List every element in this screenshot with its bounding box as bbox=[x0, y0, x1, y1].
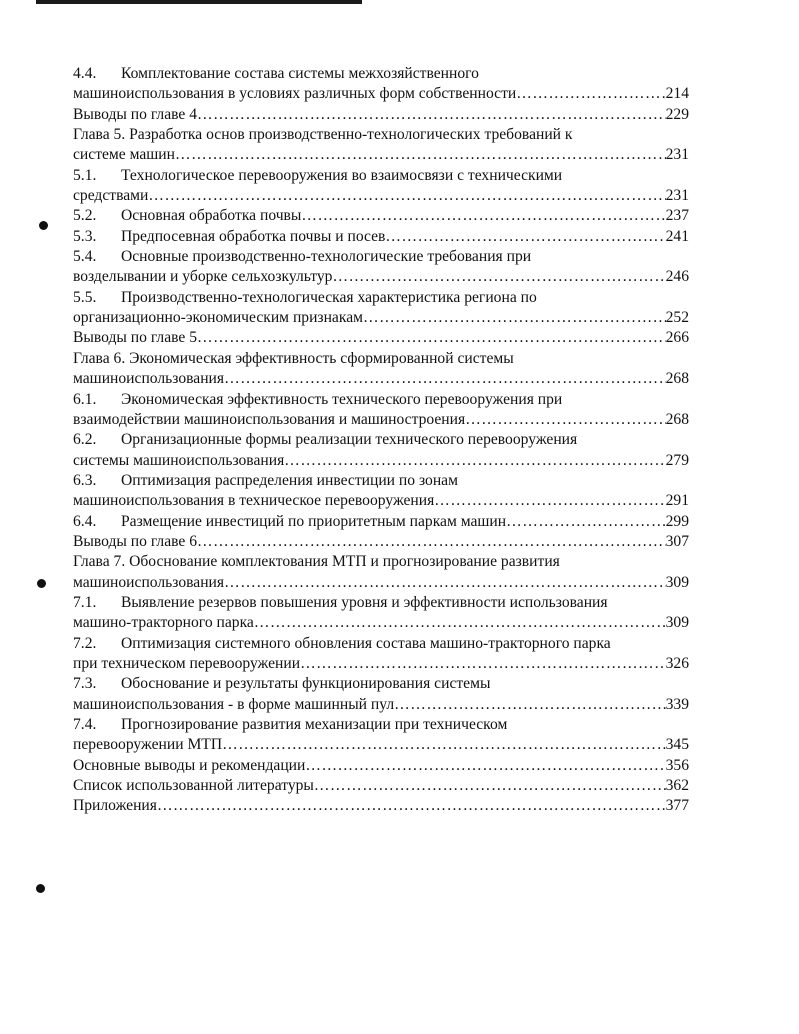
dot-leader bbox=[314, 776, 666, 796]
toc-entry-number: 6.1. bbox=[73, 390, 97, 408]
toc-entry-title: Комплектование состава системы межхозяйственного bbox=[121, 65, 479, 82]
toc-page-number: 231 bbox=[665, 146, 689, 164]
toc-entry-title: Производственно-технологическая характеристика региона по bbox=[121, 288, 537, 306]
toc-entry-number: 5.5. bbox=[73, 288, 97, 306]
scan-dot bbox=[36, 884, 45, 893]
toc-entry-title: Глава 7. Обоснование комплектования МТП и прогнозирование развития bbox=[73, 553, 560, 571]
dot-leader bbox=[148, 186, 665, 206]
dot-leader bbox=[363, 308, 666, 328]
toc-page-number: 246 bbox=[665, 268, 689, 286]
toc-entry-number: 6.3. bbox=[73, 471, 97, 489]
toc-page-number: 268 bbox=[665, 370, 689, 388]
dot-leader bbox=[516, 84, 665, 104]
toc-entry-title: машиноиспользования в условиях различных форм собственности bbox=[73, 85, 517, 103]
toc-entry-title: перевооружении МТП bbox=[73, 736, 223, 754]
dot-leader bbox=[197, 532, 666, 552]
toc-entry-title: Прогнозирование развития механизации при техническом bbox=[121, 716, 508, 733]
toc-entry-title: Технологическое перевооружения во взаимосвязи с техническими bbox=[121, 166, 563, 184]
toc-entry-title: Выводы по главе 5 bbox=[73, 329, 198, 347]
toc-entry-number: 4.4. bbox=[73, 65, 97, 82]
toc-entry-title: Оптимизация системного обновления состава машино-тракторного парка bbox=[121, 634, 611, 652]
toc-entry-number: 5.1. bbox=[73, 166, 97, 184]
dot-leader bbox=[305, 756, 665, 776]
toc-entry[interactable] bbox=[73, 64, 689, 105]
toc-entry-title: машиноиспользования bbox=[73, 573, 225, 591]
toc-page-number: 279 bbox=[665, 451, 689, 469]
toc-entry[interactable] bbox=[73, 227, 689, 247]
dot-leader bbox=[254, 613, 666, 633]
toc-entry-title: Список использованной литературы bbox=[73, 777, 314, 795]
toc-entry-title: Выводы по главе 4 bbox=[73, 105, 198, 123]
toc-entry[interactable] bbox=[73, 512, 689, 532]
dot-leader bbox=[385, 227, 665, 247]
toc-entry-title: Основные производственно-технологические требования при bbox=[121, 248, 532, 266]
dot-leader bbox=[197, 105, 666, 125]
toc-page-number: 362 bbox=[665, 777, 689, 795]
toc-entry[interactable] bbox=[73, 247, 689, 288]
toc-page-number: 326 bbox=[665, 654, 689, 672]
dot-leader bbox=[224, 573, 666, 593]
dot-leader bbox=[284, 451, 665, 471]
toc-entry-title: Обоснование и результаты функционирования системы bbox=[121, 675, 491, 693]
toc-entry[interactable] bbox=[73, 105, 689, 125]
table-of-contents bbox=[73, 64, 689, 817]
toc-entry[interactable] bbox=[73, 634, 689, 675]
toc-page-number: 356 bbox=[665, 756, 689, 774]
toc-entry-title: Выявление резервов повышения уровня и эффективности использования bbox=[121, 593, 608, 611]
dot-leader bbox=[506, 512, 665, 532]
toc-page-number: 309 bbox=[665, 614, 689, 632]
dot-leader bbox=[434, 491, 665, 511]
toc-entry[interactable] bbox=[73, 206, 689, 226]
dot-leader bbox=[222, 735, 666, 755]
toc-entry[interactable] bbox=[73, 593, 689, 634]
toc-entry[interactable] bbox=[73, 288, 689, 329]
toc-entry[interactable] bbox=[73, 390, 689, 431]
toc-entry-title: Глава 5. Разработка основ производственно-технологических требований к bbox=[73, 126, 573, 144]
toc-entry-number: 6.4. bbox=[73, 512, 97, 530]
toc-page-number: 299 bbox=[665, 512, 689, 530]
toc-entry-title: средствами bbox=[73, 187, 149, 205]
toc-page-number: 229 bbox=[665, 105, 689, 123]
toc-entry-title: машиноиспользования - в форме машинный пул bbox=[73, 695, 395, 713]
toc-entry[interactable] bbox=[73, 756, 689, 776]
toc-page-number: 241 bbox=[665, 227, 689, 245]
toc-entry-number: 5.2. bbox=[73, 207, 97, 225]
toc-entry-title: организационно-экономическим признакам bbox=[73, 309, 363, 327]
scan-dot bbox=[39, 221, 48, 230]
toc-entry[interactable] bbox=[73, 125, 689, 166]
scan-dot bbox=[37, 579, 46, 588]
toc-entry-title: Предпосевная обработка почвы и посев bbox=[121, 227, 386, 245]
toc-entry-number: 7.2. bbox=[73, 634, 97, 652]
toc-entry-number: 6.2. bbox=[73, 431, 97, 449]
toc-entry-title: машино-тракторного парка bbox=[73, 614, 254, 632]
toc-entry[interactable] bbox=[73, 796, 689, 816]
toc-entry-title: машиноиспользования bbox=[73, 370, 225, 388]
toc-page-number: 377 bbox=[665, 797, 689, 815]
toc-entry-number: 5.4. bbox=[73, 248, 97, 266]
toc-page-number: 339 bbox=[665, 695, 689, 713]
toc-entry-title: машиноиспользования в техническое перевооружения bbox=[73, 492, 435, 510]
toc-page-number: 345 bbox=[665, 736, 689, 754]
toc-entry-title: Основная обработка почвы bbox=[121, 207, 302, 225]
toc-entry[interactable] bbox=[73, 532, 689, 552]
toc-entry[interactable] bbox=[73, 328, 689, 348]
toc-entry-number: 5.3. bbox=[73, 227, 97, 245]
dot-leader bbox=[301, 206, 665, 226]
toc-entry-title: Организационные формы реализации технического перевооружения bbox=[121, 431, 578, 449]
toc-entry-title: Выводы по главе 6 bbox=[73, 532, 198, 550]
toc-page-number: 231 bbox=[665, 187, 689, 205]
toc-page-number: 268 bbox=[665, 410, 689, 428]
toc-entry-title: Приложения bbox=[73, 797, 157, 815]
toc-entry-title: системе машин bbox=[73, 146, 175, 164]
toc-entry-title: взаимодействии машиноиспользования и машиностроения bbox=[73, 410, 466, 428]
toc-page-number: 252 bbox=[665, 309, 689, 327]
toc-entry[interactable] bbox=[73, 471, 689, 512]
page-top-rule bbox=[36, 0, 362, 4]
dot-leader bbox=[465, 410, 665, 430]
toc-page-number: 237 bbox=[665, 207, 689, 225]
dot-leader bbox=[175, 145, 666, 165]
toc-entry-number: 7.4. bbox=[73, 716, 97, 733]
toc-entry[interactable] bbox=[73, 430, 689, 471]
toc-entry[interactable] bbox=[73, 715, 689, 756]
toc-entry[interactable] bbox=[73, 674, 689, 715]
toc-page-number: 309 bbox=[665, 573, 689, 591]
toc-entry[interactable] bbox=[73, 552, 689, 593]
toc-entry-title: Глава 6. Экономическая эффективность сформированной системы bbox=[73, 349, 514, 367]
toc-entry-title: при техническом перевооружении bbox=[73, 654, 301, 672]
toc-entry[interactable] bbox=[73, 349, 689, 390]
toc-page-number: 291 bbox=[665, 492, 689, 510]
toc-entry-number: 7.1. bbox=[73, 593, 97, 611]
dot-leader bbox=[157, 796, 666, 816]
toc-entry[interactable] bbox=[73, 776, 689, 796]
toc-entry-title: системы машиноиспользования bbox=[73, 451, 285, 469]
toc-page-number: 266 bbox=[665, 329, 689, 347]
dot-leader bbox=[332, 267, 665, 287]
toc-page-number: 307 bbox=[665, 532, 689, 550]
dot-leader bbox=[394, 695, 665, 715]
toc-entry-title: Размещение инвестиций по приоритетным паркам машин bbox=[121, 512, 507, 530]
toc-entry[interactable] bbox=[73, 166, 689, 207]
toc-entry-number: 7.3. bbox=[73, 675, 97, 693]
toc-entry-title: Оптимизация распределения инвестиции по зонам bbox=[121, 471, 458, 489]
toc-entry-title: Основные выводы и рекомендации bbox=[73, 756, 306, 774]
dot-leader bbox=[300, 654, 666, 674]
toc-entry-title: Экономическая эффективность технического перевооружения при bbox=[121, 390, 563, 408]
toc-entry-title: возделывании и уборке сельхозкультур bbox=[73, 268, 333, 286]
dot-leader bbox=[224, 369, 666, 389]
toc-page-number: 214 bbox=[665, 85, 689, 103]
dot-leader bbox=[197, 328, 666, 348]
